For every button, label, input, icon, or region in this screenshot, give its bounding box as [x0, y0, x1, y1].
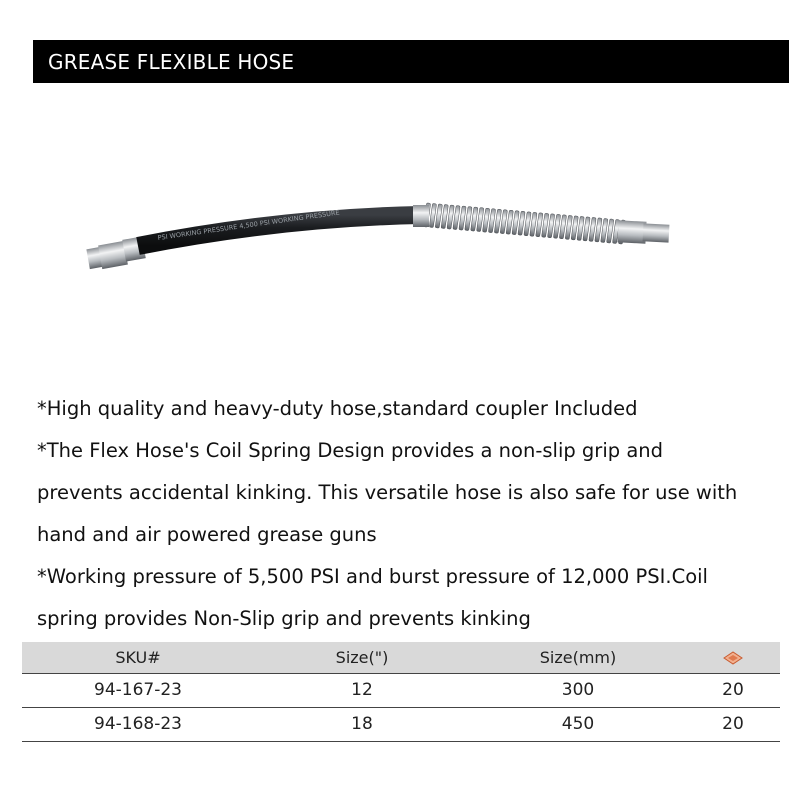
cell-size-mm: 450	[470, 707, 686, 741]
cell-sku: 94-168-23	[22, 707, 254, 741]
header-size-inches: Size(")	[335, 647, 389, 667]
description-line: prevents accidental kinking. This versatile hose is also safe for use with	[37, 481, 738, 504]
page-title: GREASE FLEXIBLE HOSE	[48, 49, 295, 74]
cell-quantity: 20	[686, 673, 780, 707]
product-description	[37, 388, 777, 640]
description-line: *High quality and heavy-duty hose,standard coupler Included	[37, 397, 638, 420]
cell-size-mm: 300	[470, 673, 686, 707]
table-row	[22, 673, 780, 707]
description-line: *The Flex Hose's Coil Spring Design provides a non-slip grip and	[37, 439, 664, 462]
right-fitting	[617, 220, 669, 243]
description-line: spring provides Non-Slip grip and prevents kinking	[37, 607, 531, 630]
table-row	[22, 707, 780, 741]
left-fitting	[86, 236, 145, 269]
table-header-row	[22, 642, 780, 673]
cell-sku: 94-167-23	[22, 673, 254, 707]
cell-size-inches: 12	[254, 673, 470, 707]
header-sku: SKU#	[115, 647, 161, 667]
hose-print-text: PSI WORKING PRESSURE 4,500 PSI WORKING PRESSURE	[157, 208, 341, 242]
description-line: hand and air powered grease guns	[37, 523, 377, 546]
spec-table	[22, 642, 780, 742]
cell-quantity: 20	[686, 707, 780, 741]
cell-size-inches: 18	[254, 707, 470, 741]
hose-product-image	[80, 180, 700, 290]
header-quantity	[686, 642, 780, 673]
description-line: *Working pressure of 5,500 PSI and burst pressure of 12,000 PSI.Coil	[37, 565, 708, 588]
header-size-mm: Size(mm)	[539, 647, 617, 667]
page-title-bar	[33, 40, 789, 83]
coil-spring	[423, 203, 625, 244]
box-icon	[722, 651, 744, 665]
